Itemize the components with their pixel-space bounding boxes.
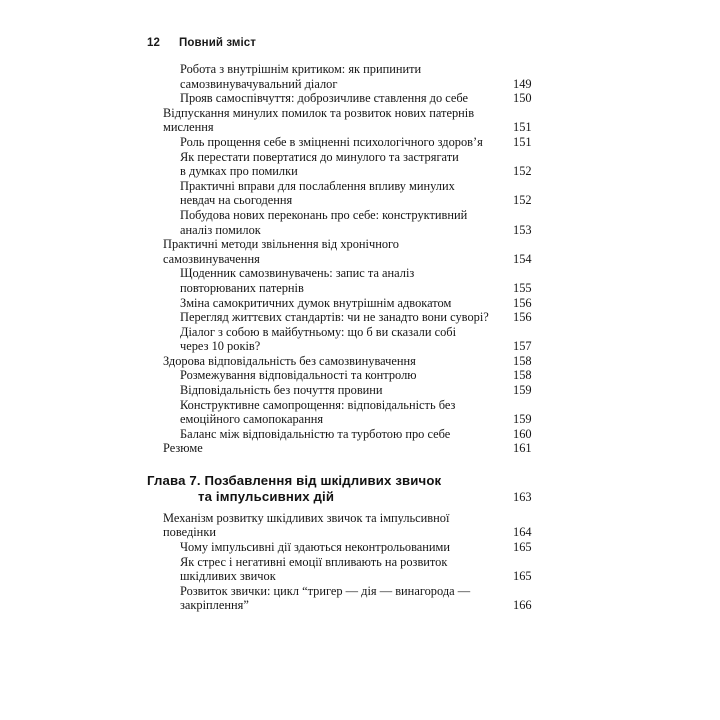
toc-entry-line: через 10 років?	[180, 339, 261, 354]
toc-entry-line: Баланс між відповідальністю та турботою про себе	[180, 426, 451, 441]
toc-entry-lines	[0, 584, 720, 613]
toc-entry-lines	[0, 296, 720, 311]
toc-entry-line: Щоденник самозвинувачень: запис та аналіз	[180, 266, 415, 281]
toc-page-number[interactable]: 166	[513, 598, 532, 613]
toc-entry-lines	[0, 441, 720, 456]
toc-entry-line: мислення	[163, 120, 214, 135]
toc-entry-lines	[0, 368, 720, 383]
toc-entry-line: самозвинувачення	[163, 251, 260, 266]
toc-page-number[interactable]: 160	[513, 426, 532, 441]
toc-entry-line: Практичні методи звільнення від хронічного	[163, 237, 400, 252]
toc-page-number[interactable]: 161	[513, 441, 532, 456]
toc-entry-lines	[0, 150, 720, 179]
toc-page-number[interactable]: 154	[513, 251, 532, 266]
toc-entry[interactable]	[0, 237, 720, 266]
toc-entry[interactable]	[0, 368, 720, 383]
toc-entry-line: закріплення”	[180, 598, 249, 613]
toc-entry-line: Здорова відповідальність без самозвинувачення	[163, 353, 416, 368]
toc-entry-lines	[0, 325, 720, 354]
toc-page-number[interactable]: 152	[513, 193, 532, 208]
toc-entry[interactable]	[0, 441, 720, 456]
toc-entry-lines	[0, 511, 720, 540]
toc-entry-line: Відпускання минулих помилок та розвиток нових патернів	[163, 105, 475, 120]
toc-entry-lines	[0, 354, 720, 369]
toc-page-number[interactable]: 159	[513, 383, 532, 398]
running-head	[147, 37, 256, 49]
toc-entry-line: Конструктивне самопрощення: відповідальність без	[180, 397, 456, 412]
toc-page-number[interactable]: 164	[513, 525, 532, 540]
toc-entry[interactable]	[0, 540, 720, 555]
toc-entry[interactable]	[0, 179, 720, 208]
toc-chapter-heading[interactable]	[0, 473, 720, 506]
toc-entry[interactable]	[0, 383, 720, 398]
toc-entry[interactable]	[0, 208, 720, 237]
toc-page-number[interactable]: 153	[513, 222, 532, 237]
toc-page-number[interactable]: 150	[513, 91, 532, 106]
toc-entry[interactable]	[0, 266, 720, 295]
toc-page-number[interactable]: 152	[513, 164, 532, 179]
chapter-page-number[interactable]: 163	[513, 490, 532, 505]
toc-page-number[interactable]: 158	[513, 368, 532, 383]
toc-page-number[interactable]: 151	[513, 120, 532, 135]
running-head-title: Повний зміст	[179, 37, 256, 49]
toc-entry[interactable]	[0, 427, 720, 442]
toc-entry-lines	[0, 398, 720, 427]
toc-entry-line: поведінки	[163, 525, 216, 540]
toc-page-number[interactable]: 165	[513, 569, 532, 584]
toc-entry-line: Прояв самоспівчуття: доброзичливе ставлення до себе	[180, 91, 469, 106]
toc-page-number[interactable]: 149	[513, 76, 532, 91]
toc-entry-line: Розмежування відповідальності та контролю	[180, 368, 417, 383]
toc-entry[interactable]	[0, 584, 720, 613]
toc-entry-line: Зміна самокритичних думок внутрішнім адвокатом	[180, 295, 452, 310]
toc-entry[interactable]	[0, 62, 720, 91]
toc-entry-line: Резюме	[163, 441, 203, 456]
toc-entry-lines	[0, 237, 720, 266]
toc-page-number[interactable]: 159	[513, 412, 532, 427]
toc-entry[interactable]	[0, 354, 720, 369]
toc-entry-line: Діалог з собою в майбутньому: що б ви сказали собі	[180, 324, 457, 339]
toc-entry-line: Розвиток звички: цикл “тригер — дія — винагорода —	[180, 583, 471, 598]
toc-entry-line: Роль прощення себе в зміцненні психологічного здоров’я	[180, 134, 483, 149]
toc-entry[interactable]	[0, 398, 720, 427]
toc-page-number[interactable]: 157	[513, 339, 532, 354]
toc-entry-line: невдач на сьогодення	[180, 193, 293, 208]
toc-entry-lines	[0, 266, 720, 295]
toc-entry-line: аналіз помилок	[180, 222, 261, 237]
toc-entry-lines	[0, 310, 720, 325]
toc-entry-lines	[0, 540, 720, 555]
toc-entry-line: Побудова нових переконань про себе: конструктивний	[180, 207, 468, 222]
toc-entry-lines	[0, 555, 720, 584]
toc-entry[interactable]	[0, 150, 720, 179]
toc-entry-lines	[0, 91, 720, 106]
toc-entry-line: Практичні вправи для послаблення впливу минулих	[180, 178, 455, 193]
toc-entry-lines	[0, 427, 720, 442]
toc-entry-line: емоційного самопокарання	[180, 412, 324, 427]
toc-entry-line: Як стрес і негативні емоції впливають на розвиток	[180, 554, 448, 569]
toc-entry[interactable]	[0, 296, 720, 311]
toc-entry-line: Механізм розвитку шкідливих звичок та імпульсивної	[163, 510, 450, 525]
toc-entry-lines	[0, 208, 720, 237]
toc-page-number[interactable]: 165	[513, 540, 532, 555]
toc-entry-lines	[0, 179, 720, 208]
toc-entry-lines	[0, 106, 720, 135]
toc-entry-line: Як перестати повертатися до минулого та застрягати	[180, 149, 459, 164]
toc-entry[interactable]	[0, 91, 720, 106]
toc-entry-line: самозвинувачувальний діалог	[180, 76, 338, 91]
page-folio: 12	[147, 37, 160, 49]
toc-entry-lines	[0, 135, 720, 150]
toc-entry-lines	[0, 383, 720, 398]
toc-page-number[interactable]: 151	[513, 134, 532, 149]
toc-entry[interactable]	[0, 135, 720, 150]
toc-entry[interactable]	[0, 325, 720, 354]
chapter-title-line-1: Глава 7. Позбавлення від шкідливих звичок	[147, 473, 442, 489]
toc-page-number[interactable]: 155	[513, 280, 532, 295]
toc-entry[interactable]	[0, 106, 720, 135]
chapter-title-line-2: та імпульсивних дій	[198, 489, 335, 505]
toc-page-number[interactable]: 156	[513, 310, 532, 325]
toc-entry-line: в думках про помилки	[180, 164, 298, 179]
toc-entry-line: Відповідальність без почуття провини	[180, 383, 383, 398]
toc-entry-line: Чому імпульсивні дії здаються неконтрольованими	[180, 540, 451, 555]
table-of-contents	[0, 62, 720, 613]
toc-entry-line: шкідливих звичок	[180, 569, 276, 584]
toc-entry[interactable]	[0, 310, 720, 325]
toc-page-number[interactable]: 156	[513, 295, 532, 310]
toc-entry-line: Робота з внутрішнім критиком: як припинити	[180, 62, 422, 76]
toc-entry[interactable]	[0, 511, 720, 540]
toc-entry-lines	[0, 62, 720, 91]
toc-page-number[interactable]: 158	[513, 353, 532, 368]
toc-entry[interactable]	[0, 555, 720, 584]
toc-entry-line: повторюваних патернів	[180, 280, 304, 295]
toc-entry-line: Перегляд життєвих стандартів: чи не занадто вони суворі?	[180, 310, 489, 325]
